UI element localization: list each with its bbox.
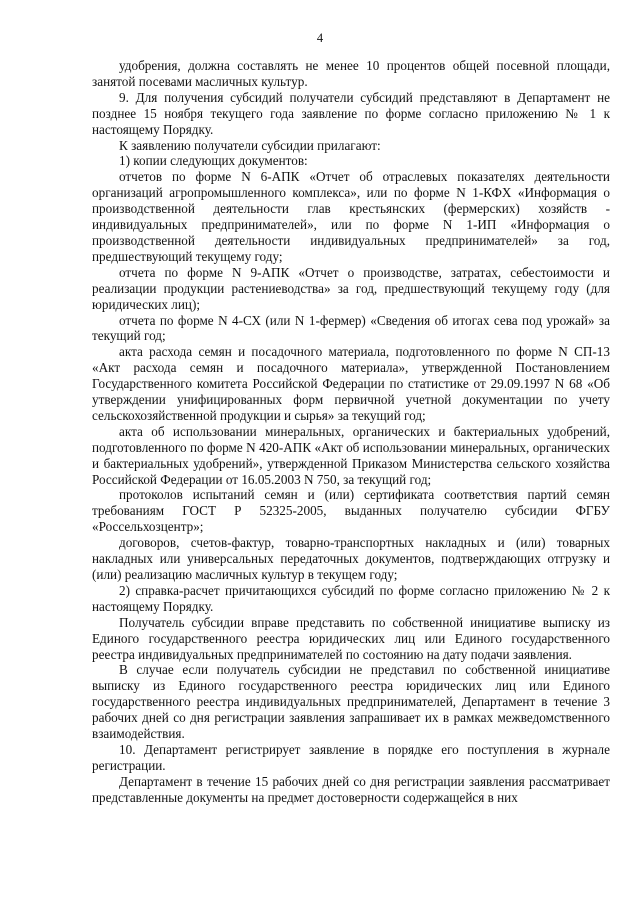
document-body [92, 58, 610, 806]
paragraph-attachments-intro: К заявлению получатели субсидии прилагают: [119, 137, 381, 153]
paragraph-report-6-apk: отчетов по форме N 6-АПК «Отчет об отраслевых показателях деятельности организаций агропромышленного комплекса», или по форме N 1-КФХ «Информация о производственной деятельности глав крестьянских (фермерских) хозяйств - индивидуальных предпринимателей», или по форме N 1-ИП «Информация о производственной деятельности индивидуальных предпринимателей» за год, предшествующий текущему году; [92, 169, 610, 264]
paragraph-copies-list-heading: 1) копии следующих документов: [119, 153, 308, 169]
paragraph-seed-protocols: протоколов испытаний семян и (или) сертификата соответствия партий семян требованиям ГОСТ Р 52325-2005, выданных получателю субсидии ФГБУ «Россельхозцентр»; [92, 487, 610, 535]
paragraph-registry-extract: Получатель субсидии вправе представить по собственной инициативе выписку из Единого государственного реестра юридических лиц или Единого государственного реестра индивидуальных предпринимателей по состоянию на дату подачи заявления. [92, 614, 610, 662]
paragraph-continuation: удобрения, должна составлять не менее 10 процентов общей посевной площади, занятой посевами масличных культур. [92, 58, 610, 89]
paragraph-seed-act: акта расхода семян и посадочного материала, подготовленного по форме N СП-13 «Акт расхода семян и посадочного материала», утвержденной Постановлением Государственного комитета Российской Федерации по статистике от 29.09.1997 N 68 «Об утверждении унифицированных форм первичной учетной документации по учету сельскохозяйственной продукции и сырья» за текущий год; [92, 344, 610, 423]
paragraph-report-4-sh: отчета по форме N 4-СХ (или N 1-фермер) «Сведения об итогах сева под урожай» за текущий год; [92, 312, 610, 344]
paragraph-interagency-request: В случае если получатель субсидии не представил по собственной инициативе выписку из Единого государственного реестра юридических лиц или Единого государственного реестра индивидуальных предпринимателей, Департамент в течение 3 рабочих дней со дня регистрации заявления запрашивает их в рамках межведомственного взаимодействия. [92, 662, 610, 742]
paragraph-item-9: 9. Для получения субсидий получатели субсидий представляют в Департамент не позднее 15 ноября текущего года заявление по форме согласно приложению № 1 к настоящему Порядку. [92, 89, 610, 137]
paragraph-review: Департамент в течение 15 рабочих дней со дня регистрации заявления рассматривает представленные документы на предмет достоверности содержащейся в них [92, 773, 610, 805]
paragraph-calculation: 2) справка-расчет причитающихся субсидий по форме согласно приложению № 2 к настоящему Порядку. [92, 582, 610, 614]
paragraph-fertilizer-act: акта об использовании минеральных, органических и бактериальных удобрений, подготовленного по форме N 420-АПК «Акт об использовании минеральных, органических и бактериальных удобрений», утвержденной Приказом Министерства сельского хозяйства Российской Федерации от 16.05.2003 N 750, за текущий год; [92, 423, 610, 487]
paragraph-report-9-apk: отчета по форме N 9-АПК «Отчет о производстве, затратах, себестоимости и реализации продукции растениеводства» за год, предшествующий текущему году (для юридических лиц); [92, 264, 610, 312]
paragraph-contracts: договоров, счетов-фактур, товарно-транспортных накладных и (или) товарных накладных или универсальных передаточных документов, подтверждающих отгрузку и (или) реализацию масличных культур в текущем году; [92, 535, 610, 582]
page-number: 4 [316, 31, 324, 45]
paragraph-item-10: 10. Департамент регистрирует заявление в порядке его поступления в журнале регистрации. [92, 741, 610, 773]
